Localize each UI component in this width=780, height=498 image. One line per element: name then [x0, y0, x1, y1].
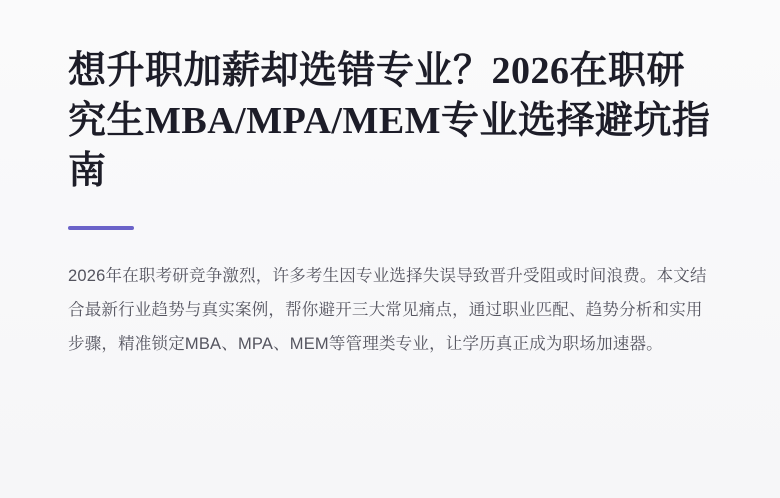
article-summary: 2026年在职考研竞争激烈，许多考生因专业选择失误导致晋升受阻或时间浪费。本文结合最新行业趋势与真实案例，帮你避开三大常见痛点，通过职业匹配、趋势分析和实用步骤，精准锁定MBA、MPA、MEM等管理类专业，让学历真正成为职场加速器。 — [68, 267, 707, 354]
page-title: 想升职加薪却选错专业？2026在职研究生MBA/MPA/MEM专业选择避坑指南 — [68, 50, 711, 193]
title-divider — [68, 226, 134, 230]
